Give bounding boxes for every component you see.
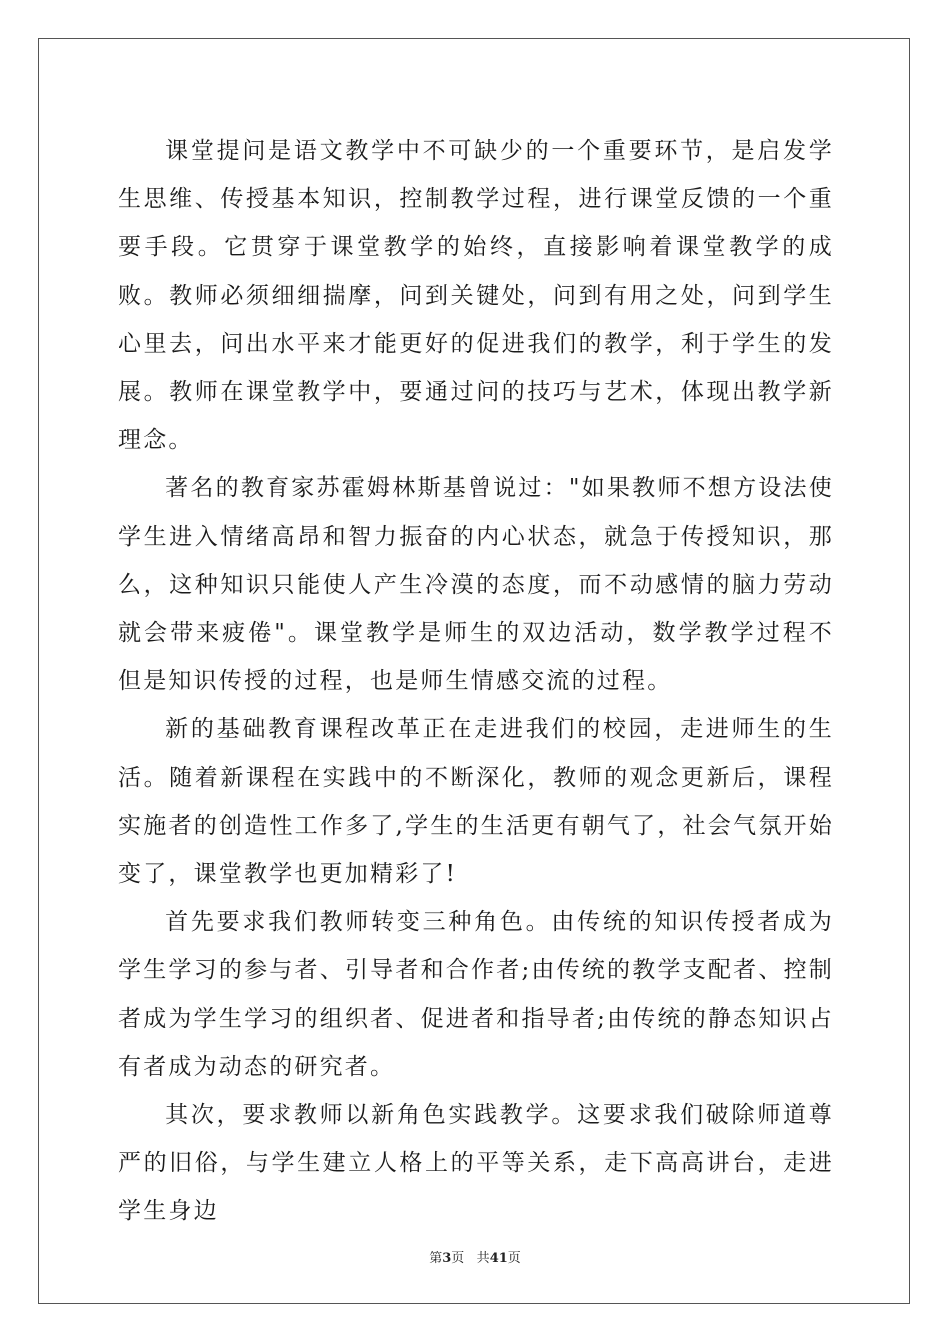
current-page-number: 3 xyxy=(442,1251,452,1266)
document-body xyxy=(118,127,834,1236)
footer-total-suffix: 页 xyxy=(507,1251,521,1266)
footer-total-prefix: 共 xyxy=(476,1251,490,1266)
paragraph-4: 首先要求我们教师转变三种角色。由传统的知识传授者成为学生学习的参与者、引导者和合作者;由传统的教学支配者、控制者成为学生学习的组织者、促进者和指导者;由传统的静态知识占有者成为动态的研究者。 xyxy=(118,909,834,1080)
paragraph-5: 其次，要求教师以新角色实践教学。这要求我们破除师道尊严的旧俗，与学生建立人格上的平等关系，走下高高讲台，走进学生身边 xyxy=(118,1102,834,1225)
footer-page-suffix: 页 xyxy=(451,1251,465,1266)
page-footer xyxy=(0,1247,950,1266)
paragraph-3: 新的基础教育课程改革正在走进我们的校园，走进师生的生活。随着新课程在实践中的不断深化，教师的观念更新后，课程实施者的创造性工作多了,学生的生活更有朝气了，社会气氛开始变了，课堂教学也更加精彩了! xyxy=(118,716,834,888)
total-pages-number: 41 xyxy=(489,1251,508,1266)
footer-prefix: 第 xyxy=(429,1251,443,1266)
paragraph-2: 著名的教育家苏霍姆林斯基曾说过："如果教师不想方设法使学生进入情绪高昂和智力振奋的内心状态，就急于传授知识，那么，这种知识只能使人产生冷漠的态度，而不动感情的脑力劳动就会带来疲倦"。课堂教学是师生的双边活动，数学教学过程不但是知识传授的过程，也是师生情感交流的过程。 xyxy=(118,475,834,695)
paragraph-1: 课堂提问是语文教学中不可缺少的一个重要环节，是启发学生思维、传授基本知识，控制教学过程，进行课堂反馈的一个重要手段。它贯穿于课堂教学的始终，直接影响着课堂教学的成败。教师必须细细揣摩，问到关键处，问到有用之处，问到学生心里去，问出水平来才能更好的促进我们的教学，利于学生的发展。教师在课堂教学中，要通过问的技巧与艺术，体现出教学新理念。 xyxy=(118,138,834,454)
